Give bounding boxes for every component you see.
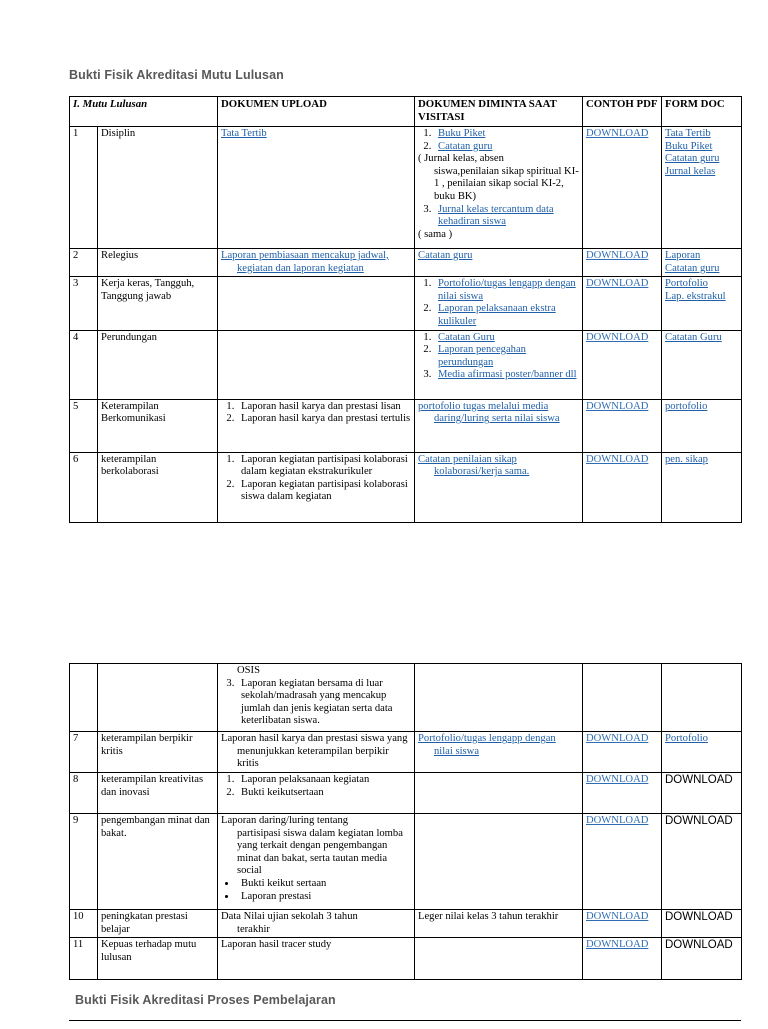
form-doc-link[interactable]: portofolio	[665, 401, 707, 412]
upload-cell	[218, 452, 415, 522]
upload-cell	[218, 732, 415, 773]
row-number: 2	[70, 249, 98, 277]
download-pdf-link[interactable]: DOWNLOAD	[586, 911, 648, 922]
form-doc-link[interactable]: Lap. ekstrakul	[665, 291, 738, 304]
download-doc-text[interactable]: DOWNLOAD	[665, 911, 733, 923]
upload-cell	[218, 938, 415, 980]
table-row	[70, 127, 742, 249]
upload-text-cont: terakhir	[221, 924, 411, 937]
visitasi-cell	[415, 452, 583, 522]
doc-cell	[662, 277, 742, 330]
pdf-cell	[583, 452, 662, 522]
form-doc-link[interactable]: Catatan Guru	[665, 332, 722, 343]
table-row	[70, 814, 742, 910]
upload-cell	[218, 330, 415, 399]
pdf-cell	[583, 249, 662, 277]
table-row	[70, 249, 742, 277]
row-number: 1	[70, 127, 98, 249]
row-number: 6	[70, 452, 98, 522]
upload-item: 2. Laporan kegiatan partisipasi kolaborasi siswa dalam kegiatan	[237, 479, 411, 504]
doc-cell	[662, 399, 742, 452]
row-number: 4	[70, 330, 98, 399]
upload-item: 1. Laporan hasil karya dan prestasi lisan	[237, 401, 411, 414]
row-indicator: Kepuas terhadap mutu lulusan	[98, 938, 218, 980]
visitasi-cell	[415, 814, 583, 910]
header-dokumen-upload: DOKUMEN UPLOAD	[218, 97, 415, 127]
visitasi-link[interactable]: Catatan penilaian sikap	[418, 454, 517, 465]
table-row-continuation	[70, 664, 742, 732]
doc-cell	[662, 249, 742, 277]
visitasi-cell	[415, 910, 583, 938]
row-number: 7	[70, 732, 98, 773]
doc-cell	[662, 910, 742, 938]
doc-cell	[662, 127, 742, 249]
visitasi-link-cont[interactable]: daring/luring serta nilai siswa	[418, 413, 579, 426]
table-header-row	[70, 97, 742, 127]
pdf-cell	[583, 127, 662, 249]
upload-cell	[218, 814, 415, 910]
upload-item: 2. Bukti keikutsertaan	[237, 787, 411, 800]
visitasi-cell	[415, 249, 583, 277]
form-doc-link[interactable]: Catatan guru	[665, 153, 738, 166]
header-mutu-lulusan: I. Mutu Lulusan	[70, 97, 218, 127]
row-indicator: keterampilan berkolaborasi	[98, 452, 218, 522]
form-doc-link[interactable]: Portofolio	[665, 278, 738, 291]
upload-cell	[218, 664, 415, 732]
row-indicator: Keterampilan Berkomunikasi	[98, 399, 218, 452]
upload-item: 3. Laporan kegiatan bersama di luar sekolah/madrasah yang mencakup jumlah dan jenis kegiatan serta data keterlibatan siswa.	[237, 678, 411, 728]
visitasi-link-cont[interactable]: kolaborasi/kerja sama.	[418, 466, 579, 479]
download-doc-text[interactable]: DOWNLOAD	[665, 939, 733, 951]
upload-cell	[218, 773, 415, 814]
proses-pembelajaran-table-top	[69, 1020, 741, 1029]
upload-text-cont: menunjukkan keterampilan berpikir kritis	[221, 746, 411, 771]
visitasi-cell	[415, 938, 583, 980]
download-pdf-link[interactable]: DOWNLOAD	[586, 278, 648, 289]
upload-link[interactable]: Laporan pembiasaan mencakup jadwal,	[221, 250, 389, 261]
pdf-cell	[583, 732, 662, 773]
pdf-cell	[583, 330, 662, 399]
pdf-cell	[583, 773, 662, 814]
section-heading-mutu-lulusan: Bukti Fisik Akreditasi Mutu Lulusan	[69, 68, 284, 82]
visitasi-cell	[415, 664, 583, 732]
upload-cell	[218, 910, 415, 938]
table-row	[70, 910, 742, 938]
pdf-cell	[583, 664, 662, 732]
form-doc-link[interactable]: Buku Piket	[665, 141, 738, 154]
header-dokumen-visitasi: DOKUMEN DIMINTA SAAT VISITASI	[415, 97, 583, 127]
visitasi-link[interactable]: Laporan pencegahan perundungan	[438, 344, 526, 368]
visitasi-cell	[415, 330, 583, 399]
visitasi-text: Leger nilai kelas 3 tahun terakhir	[418, 911, 558, 922]
pdf-cell	[583, 910, 662, 938]
visitasi-link[interactable]: Catatan guru	[418, 250, 472, 261]
table-row	[70, 773, 742, 814]
row-indicator: Kerja keras, Tangguh, Tanggung jawab	[98, 277, 218, 330]
header-form-doc: FORM DOC	[662, 97, 742, 127]
download-pdf-link[interactable]: DOWNLOAD	[586, 128, 648, 139]
upload-item: 2. Laporan hasil karya dan prestasi tertulis	[237, 413, 411, 426]
upload-text: Laporan daring/luring tentang	[221, 815, 348, 826]
form-doc-link[interactable]: pen. sikap	[665, 454, 708, 465]
form-doc-link[interactable]: Jurnal kelas	[665, 166, 738, 179]
form-doc-link[interactable]: Portofolio	[665, 733, 708, 744]
upload-text: Laporan hasil tracer study	[221, 939, 331, 950]
row-indicator: peningkatan prestasi belajar	[98, 910, 218, 938]
row-indicator: Perundungan	[98, 330, 218, 399]
row-indicator: pengembangan minat dan bakat.	[98, 814, 218, 910]
table-row	[70, 732, 742, 773]
upload-text-cont: partisipasi siswa dalam kegiatan lomba yang terkait dengan pengembangan minat dan bakat, serta tautan media social	[221, 828, 411, 878]
download-doc-text[interactable]: DOWNLOAD	[665, 774, 733, 786]
table-row	[70, 277, 742, 330]
upload-link[interactable]: Tata Tertib	[221, 128, 267, 139]
row-number: 5	[70, 399, 98, 452]
visitasi-link[interactable]: Catatan guru	[438, 141, 492, 152]
mutu-lulusan-table	[69, 96, 742, 523]
row-number: 8	[70, 773, 98, 814]
upload-cell	[218, 399, 415, 452]
row-indicator: Disiplin	[98, 127, 218, 249]
pdf-cell	[583, 938, 662, 980]
upload-cell	[218, 127, 415, 249]
doc-cell	[662, 732, 742, 773]
visitasi-tail: ( sama )	[418, 229, 452, 240]
download-doc-text[interactable]: DOWNLOAD	[665, 815, 733, 827]
table-row	[70, 938, 742, 980]
doc-cell	[662, 814, 742, 910]
visitasi-note-cont: siswa,penilaian sikap spiritual KI-1 , penilaian sikap social KI-2, buku BK)	[418, 166, 579, 204]
form-doc-link[interactable]: Catatan guru	[665, 263, 738, 276]
visitasi-cell	[415, 277, 583, 330]
visitasi-link[interactable]: Buku Piket	[438, 128, 485, 139]
visitasi-link[interactable]: Portofolio/tugas lengapp dengan nilai siswa	[438, 278, 576, 302]
row-number: 9	[70, 814, 98, 910]
visitasi-link[interactable]: Catatan Guru	[438, 332, 495, 343]
doc-cell	[662, 330, 742, 399]
table-row	[70, 330, 742, 399]
download-pdf-link[interactable]: DOWNLOAD	[586, 250, 648, 261]
visitasi-cell	[415, 399, 583, 452]
doc-cell	[662, 452, 742, 522]
visitasi-link[interactable]: Portofolio/tugas lengapp dengan	[418, 733, 556, 744]
visitasi-link[interactable]: portofolio tugas melalui media	[418, 401, 548, 412]
download-pdf-link[interactable]: DOWNLOAD	[586, 939, 648, 950]
table-row	[70, 399, 742, 452]
doc-cell	[662, 938, 742, 980]
visitasi-link[interactable]: Laporan pelaksanaan ekstra kulikuler	[438, 303, 556, 327]
table-top-border	[69, 1021, 741, 1029]
upload-item-cont: OSIS	[221, 665, 411, 678]
row-indicator	[98, 664, 218, 732]
row-indicator: keterampilan berpikir kritis	[98, 732, 218, 773]
download-pdf-link[interactable]: DOWNLOAD	[586, 774, 648, 785]
doc-cell	[662, 773, 742, 814]
upload-cell	[218, 249, 415, 277]
pdf-cell	[583, 399, 662, 452]
upload-item: 1. Laporan kegiatan partisipasi kolaborasi dalam kegiatan ekstrakurikuler	[237, 454, 411, 479]
visitasi-note: ( Jurnal kelas, absen	[418, 153, 504, 164]
mutu-lulusan-table-continued	[69, 663, 742, 980]
row-indicator: keterampilan kreativitas dan inovasi	[98, 773, 218, 814]
upload-text: Data Nilai ujian sekolah 3 tahun	[221, 911, 358, 922]
download-pdf-link[interactable]: DOWNLOAD	[586, 401, 648, 412]
visitasi-link-cont[interactable]: nilai siswa	[418, 746, 579, 759]
visitasi-cell	[415, 732, 583, 773]
upload-text: Laporan hasil karya dan prestasi siswa yang	[221, 733, 408, 744]
row-number: 3	[70, 277, 98, 330]
pdf-cell	[583, 814, 662, 910]
download-pdf-link[interactable]: DOWNLOAD	[586, 815, 648, 826]
upload-cell	[218, 277, 415, 330]
download-pdf-link[interactable]: DOWNLOAD	[586, 454, 648, 465]
section-heading-proses-pembelajaran: Bukti Fisik Akreditasi Proses Pembelajaran	[75, 993, 336, 1007]
upload-link-cont[interactable]: kegiatan dan laporan kegiatan	[221, 263, 411, 276]
row-indicator: Relegius	[98, 249, 218, 277]
header-contoh-pdf: CONTOH PDF	[583, 97, 662, 127]
upload-bullet: • Bukti keikut sertaan	[237, 878, 411, 891]
download-pdf-link[interactable]: DOWNLOAD	[586, 733, 648, 744]
row-number	[70, 664, 98, 732]
table-row	[70, 452, 742, 522]
doc-cell	[662, 664, 742, 732]
row-number: 10	[70, 910, 98, 938]
visitasi-link[interactable]: Media afirmasi poster/banner dll	[438, 369, 577, 380]
upload-item: 1. Laporan pelaksanaan kegiatan	[237, 774, 411, 787]
form-doc-link[interactable]: Laporan	[665, 250, 738, 263]
visitasi-cell	[415, 127, 583, 249]
upload-bullet: • Laporan prestasi	[237, 891, 411, 904]
download-pdf-link[interactable]: DOWNLOAD	[586, 332, 648, 343]
pdf-cell	[583, 277, 662, 330]
visitasi-cell	[415, 773, 583, 814]
form-doc-link[interactable]: Tata Tertib	[665, 128, 738, 141]
row-number: 11	[70, 938, 98, 980]
visitasi-link[interactable]: Jurnal kelas tercantum data kehadiran siswa	[438, 204, 554, 228]
